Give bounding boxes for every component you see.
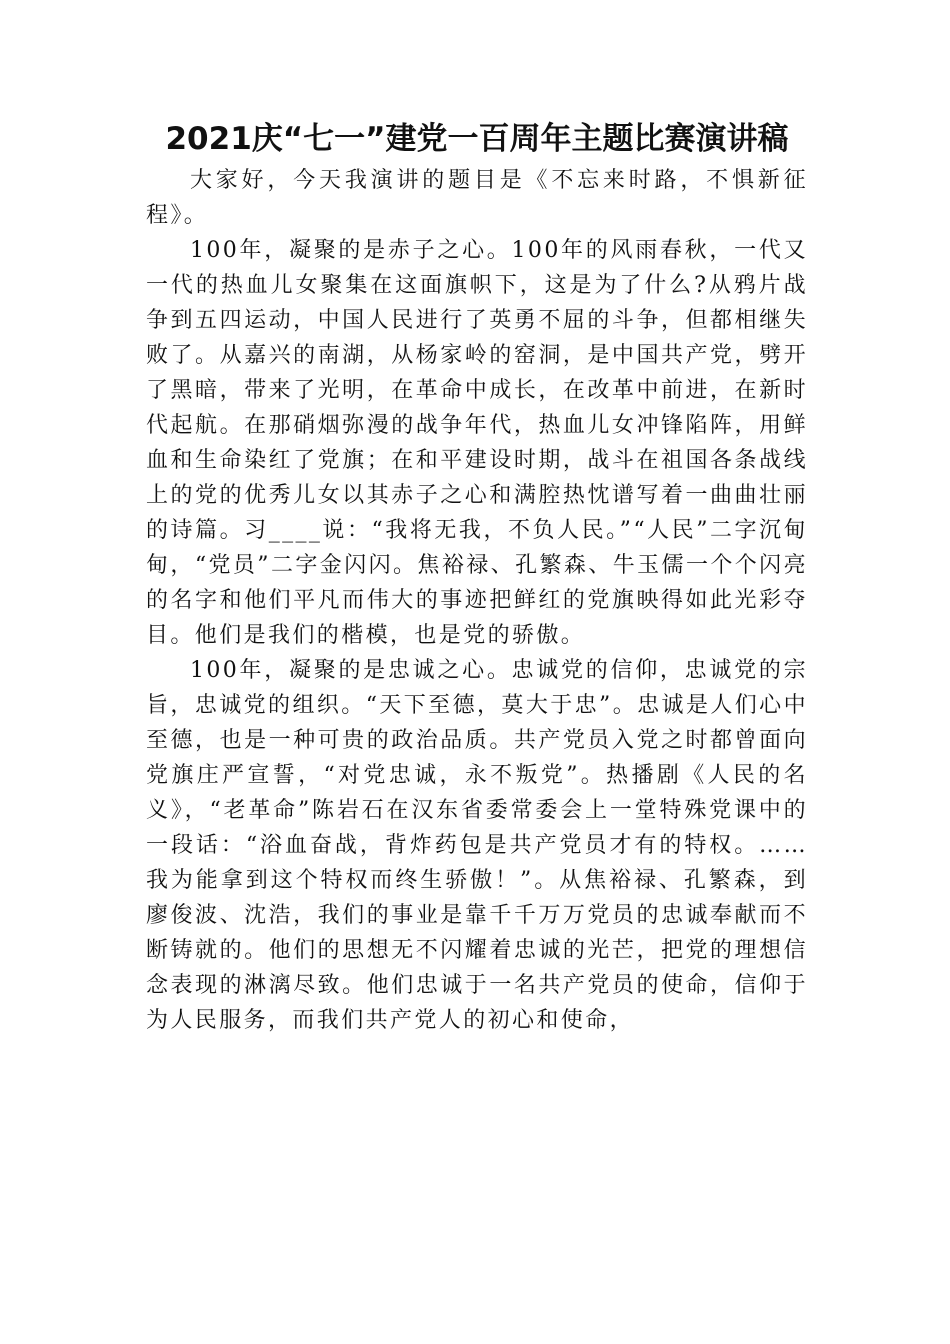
document-page: [146, 118, 808, 1038]
paragraph-red-heart: 100年，凝聚的是赤子之心。100年的风雨春秋，一代又一代的热血儿女聚集在这面旗帜下，这是为了什么?从鸦片战争到五四运动，中国人民进行了英勇不屈的斗争，但都相继失败了。从嘉兴的南湖，从杨家岭的窑洞，是中国共产党，劈开了黑暗，带来了光明，在革命中成长，在改革中前进，在新时代起航。在那硝烟弥漫的战争年代，热血儿女冲锋陷阵，用鲜血和生命染红了党旗；在和平建设时期，战斗在祖国各条战线上的党的优秀儿女以其赤子之心和满腔热忱谱写着一曲曲壮丽的诗篇。习____说：“我将无我，不负人民。”“人民”二字沉甸甸，“党员”二字金闪闪。焦裕禄、孔繁森、牛玉儒一个个闪亮的名字和他们平凡而伟大的事迹把鲜红的党旗映得如此光彩夺目。他们是我们的楷模，也是党的骄傲。: [146, 238, 808, 648]
paragraph-loyalty: 100年，凝聚的是忠诚之心。忠诚党的信仰，忠诚党的宗旨，忠诚党的组织。“天下至德，莫大于忠”。忠诚是人们心中至德，也是一种可贵的政治品质。共产党员入党之时都曾面向党旗庄严宣誓，“对党忠诚，永不叛党”。热播剧《人民的名义》，“老革命”陈岩石在汉东省委常委会上一堂特殊党课中的一段话：“浴血奋战，背炸药包是共产党员才有的特权。……我为能拿到这个特权而终生骄傲！”。从焦裕禄、孔繁森，到廖俊波、沈浩，我们的事业是靠千千万万党员的忠诚奉献而不断铸就的。他们的思想无不闪耀着忠诚的光芒，把党的理想信念表现的淋漓尽致。他们忠诚于一名共产党员的使命，信仰于为人民服务，而我们共产党人的初心和使命，: [146, 658, 808, 1033]
paragraph-intro: 大家好，今天我演讲的题目是《不忘来时路，不惧新征程》。: [146, 168, 808, 228]
document-title: 2021庆“七一”建党一百周年主题比赛演讲稿: [165, 121, 789, 157]
